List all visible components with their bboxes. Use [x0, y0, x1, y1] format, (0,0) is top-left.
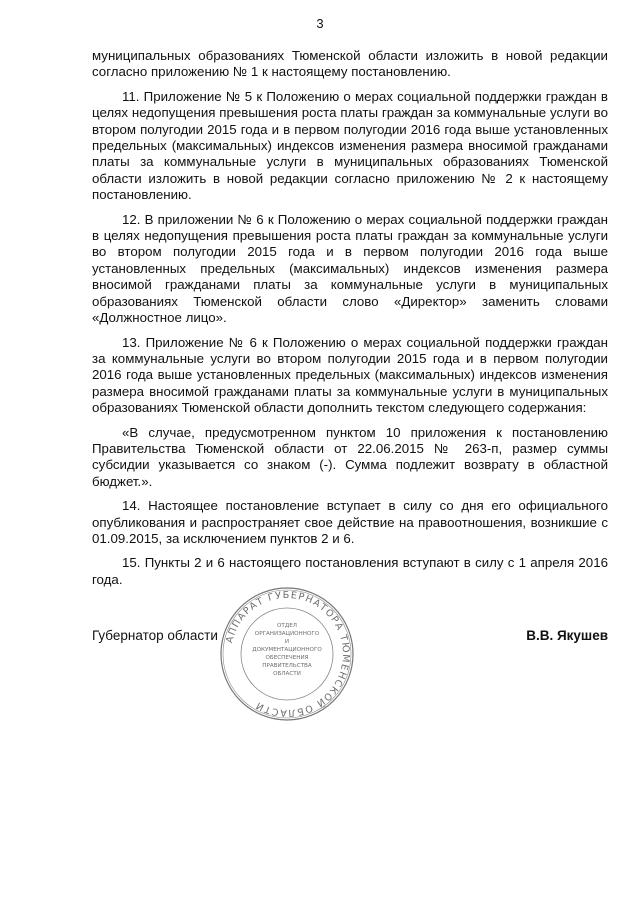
- signatory-name: В.В. Якушев: [526, 628, 608, 643]
- document-body: [92, 48, 608, 596]
- page-number: 3: [316, 16, 324, 31]
- stamp-ring-text: АППАРАТ ГУБЕРНАТОРА ТЮМЕНСКОЙ ОБЛАСТИ: [224, 589, 352, 719]
- paragraph-item-12: 12. В приложении № 6 к Положению о мерах социальной поддержки граждан в целях недопущения превышения роста платы граждан за коммунальные услуги во втором полугодии 2015 года и в первом полугодии 2016 года выше установленных предельных (максимальных) индексов изменения размера вносимой гражданами платы за коммунальные услуги в муниципальных образованиях Тюменской области слово «Директор» заменить словами «Должностное лицо».: [92, 211, 608, 326]
- stamp-line: ОРГАНИЗАЦИОННОГО: [254, 631, 320, 637]
- paragraph-item-13: 13. Приложение № 6 к Положению о мерах социальной поддержки граждан за коммунальные услуги во втором полугодии 2015 года и в первом полугодии 2016 года выше установленных предельных (максимальных) индексов изменения размера вносимой гражданами платы за коммунальные услуги в муниципальных образованиях Тюменской области дополнить текстом следующего содержания:: [92, 334, 608, 416]
- stamp-line: ОТДЕЛ: [277, 623, 297, 629]
- official-stamp: [218, 585, 356, 723]
- paragraph-item-14: 14. Настоящее постановление вступает в силу со дня его официального опубликования и распространяет свое действие на правоотношения, возникшие с 01.09.2015, за исключением пунктов 2 и 6.: [92, 498, 608, 546]
- stamp-seal-icon: [218, 585, 356, 723]
- stamp-line: ДОКУМЕНТАЦИОННОГО: [252, 647, 322, 653]
- paragraph-quote: «В случае, предусмотренном пунктом 10 приложения к постановлению Правительства Тюменской области от 22.06.2015 № 263-п, размер суммы субсидии указывается со знаком (-). Сумма подлежит возврату в областной бюджет.».: [92, 424, 608, 489]
- paragraph-item-15: 15. Пункты 2 и 6 настоящего постановления вступают в силу с 1 апреля 2016 года.: [92, 555, 608, 587]
- stamp-line: ОБЕСПЕЧЕНИЯ: [265, 655, 309, 661]
- stamp-line: ПРАВИТЕЛЬСТВА: [262, 663, 312, 669]
- stamp-line: ОБЛАСТИ: [273, 671, 301, 677]
- paragraph-continuation: муниципальных образованиях Тюменской области изложить в новой редакции согласно приложению № 1 к настоящему постановлению.: [92, 48, 608, 80]
- paragraph-item-11: 11. Приложение № 5 к Положению о мерах социальной поддержки граждан в целях недопущения превышения роста платы граждан за коммунальные услуги во втором полугодии 2015 года и в первом полугодии 2016 года выше установленных предельных (максимальных) индексов изменения размера вносимой гражданами платы за коммунальные услуги в муниципальных образованиях Тюменской области изложить в новой редакции согласно приложению № 2 к настоящему постановлению.: [92, 88, 608, 203]
- stamp-line: И: [284, 639, 290, 645]
- signatory-position: Губернатор области: [92, 628, 218, 643]
